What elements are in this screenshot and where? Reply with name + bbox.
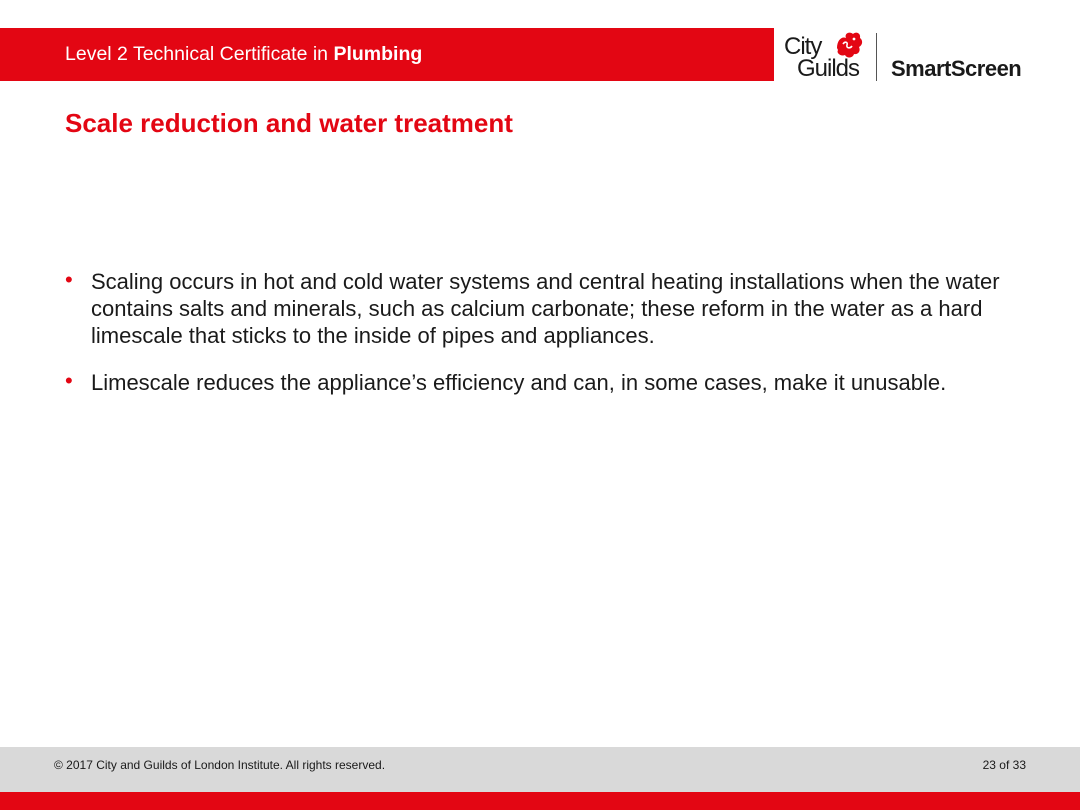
page-number: 23 of 33 [982, 758, 1026, 772]
bullet-text: Limescale reduces the appliance’s efficiency and can, in some cases, make it unusable. [91, 370, 947, 395]
bullet-text: Scaling occurs in hot and cold water systems and central heating installations when the water contains salts and minerals, such as calcium carbonate; these reform in the water as a hard limescale that sticks to the inside of pipes and appliances. [91, 269, 1000, 348]
copyright-notice: © 2017 City and Guilds of London Institute. All rights reserved. [54, 758, 386, 772]
bottom-red-strip [0, 792, 1080, 810]
bullet-item [65, 369, 1015, 396]
smartscreen-wordmark: SmartScreen [891, 55, 1022, 81]
bullet-item [65, 268, 1015, 349]
bullet-dot-icon: • [65, 368, 73, 393]
logo-divider [876, 33, 877, 81]
logo-guilds-text: Guilds [797, 54, 860, 82]
header-bar [0, 28, 774, 81]
footer-bar [0, 747, 1080, 792]
logo-area [783, 28, 1043, 83]
slide-title: Scale reduction and water treatment [65, 108, 513, 138]
logo-city-text: City [784, 32, 822, 60]
course-title [65, 43, 422, 66]
course-prefix: Level 2 Technical Certificate in [65, 43, 334, 65]
course-subject: Plumbing [333, 43, 423, 65]
city-guilds-logo [783, 30, 869, 82]
bullet-list [65, 268, 1015, 416]
bullet-dot-icon: • [65, 267, 73, 292]
